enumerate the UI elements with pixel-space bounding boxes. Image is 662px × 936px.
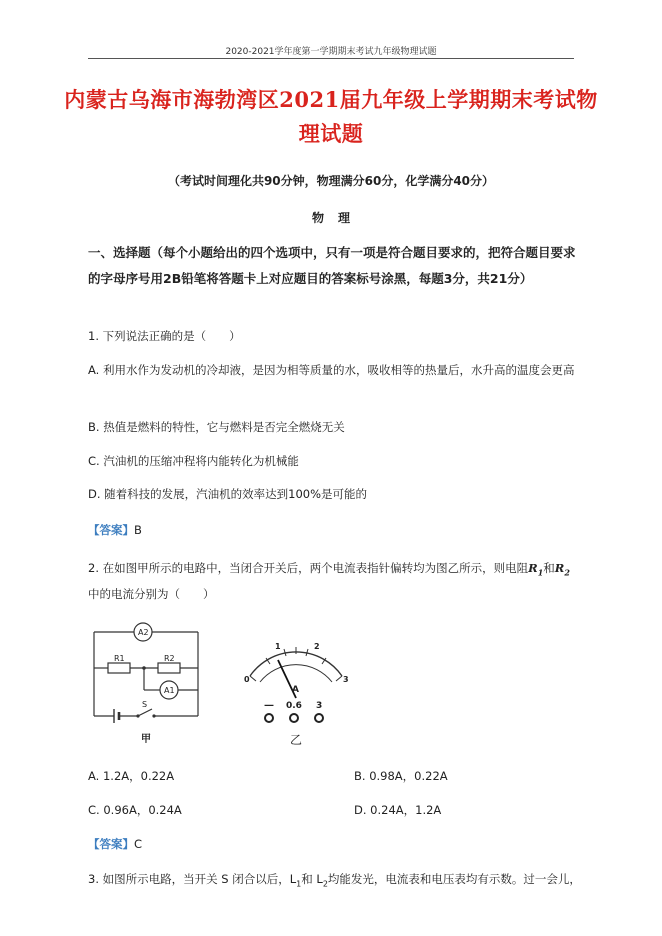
question-2-option-a: A. 1.2A，0.22A bbox=[88, 769, 175, 783]
question-1-option-d: D. 随着科技的发展，汽油机的效率达到100%是可能的 bbox=[88, 487, 368, 501]
terminal-label-3: 3 bbox=[316, 701, 323, 711]
figure-b-caption: 乙 bbox=[290, 733, 303, 747]
ammeter-a1-label: A1 bbox=[164, 686, 175, 695]
ammeter-a2-label: A2 bbox=[138, 628, 149, 637]
ammeter-dial-figure-b bbox=[230, 636, 362, 748]
dial-unit-label: A bbox=[292, 685, 299, 695]
question-2-stem-part-2: 中的电流分别为（ ） bbox=[88, 587, 215, 602]
resistor-r1-symbol: $R_1$ bbox=[528, 561, 544, 578]
page-title-line-2: 理试题 bbox=[298, 121, 364, 146]
resistor-r2-symbol: $R_2$ bbox=[554, 561, 570, 578]
dial-tick-label-2: 2 bbox=[314, 642, 320, 651]
question-1-stem: 1. 下列说法正确的是（ ） bbox=[88, 329, 241, 343]
question-1-option-c: C. 汽油机的压缩冲程将内能转化为机械能 bbox=[88, 454, 299, 468]
conjunction: 和 bbox=[543, 561, 555, 575]
question-1-option-a: A. 利用水作为发动机的冷却液，是因为相等质量的水，吸收相等的热量后，水升高的温度会更高 bbox=[88, 363, 575, 377]
dial-tick-label-1: 1 bbox=[275, 642, 281, 651]
circuit-diagram-figure-a bbox=[86, 618, 208, 746]
question-2-stem bbox=[88, 557, 578, 605]
answer-value: C bbox=[134, 837, 143, 851]
terminal-label-negative: — bbox=[264, 700, 274, 711]
header-rule bbox=[88, 58, 574, 59]
dial-tick-label-0: 0 bbox=[244, 675, 250, 684]
question-2-stem-part-1: 2. 在如图甲所示的电路中，当闭合开关后，两个电流表指针偏转均为图乙所示，则电阻 bbox=[88, 561, 529, 575]
question-2-option-c: C. 0.96A，0.24A bbox=[88, 803, 182, 817]
question-2-option-d: D. 0.24A，1.2A bbox=[354, 803, 442, 817]
answer-label: 【答案】 bbox=[88, 837, 134, 851]
terminal-label-0-6: 0.6 bbox=[286, 701, 302, 711]
answer-label: 【答案】 bbox=[88, 523, 134, 537]
exam-time-note: （考试时间理化共90分钟，物理满分60分，化学满分40分） bbox=[167, 174, 495, 188]
page-title-line-1: 内蒙古乌海市海勃湾区2021届九年级上学期期末考试物 bbox=[64, 87, 598, 112]
dial-tick-label-3: 3 bbox=[343, 675, 349, 684]
question-1-option-b: B. 热值是燃料的特性，它与燃料是否完全燃烧无关 bbox=[88, 420, 345, 434]
answer-value: B bbox=[134, 523, 142, 537]
question-2-option-b: B. 0.98A，0.22A bbox=[354, 769, 448, 783]
subject-heading: 物理 bbox=[311, 211, 364, 225]
running-header: 2020-2021学年度第一学期期末考试九年级物理试题 bbox=[225, 47, 437, 57]
question-3-stem: 3. 如图所示电路，当开关 S 闭合以后，$L_1$和 $L_2$均能发光，电流表和电压表均有示数。过一会儿， bbox=[88, 872, 581, 889]
switch-label: S bbox=[142, 700, 148, 709]
question-2-answer bbox=[88, 836, 142, 852]
figure-a-caption: 甲 bbox=[141, 734, 151, 745]
section-instructions: 一、选择题（每个小题给出的四个选项中，只有一项是符合题目要求的，把符合题目要求的字母序号用2B铅笔将答题卡上对应题目的答案标号涂黑，每题3分，共21分） bbox=[88, 245, 576, 286]
question-1-answer bbox=[88, 522, 142, 538]
resistor-r1-label: R1 bbox=[114, 654, 125, 663]
resistor-r2-label: R2 bbox=[164, 654, 175, 663]
